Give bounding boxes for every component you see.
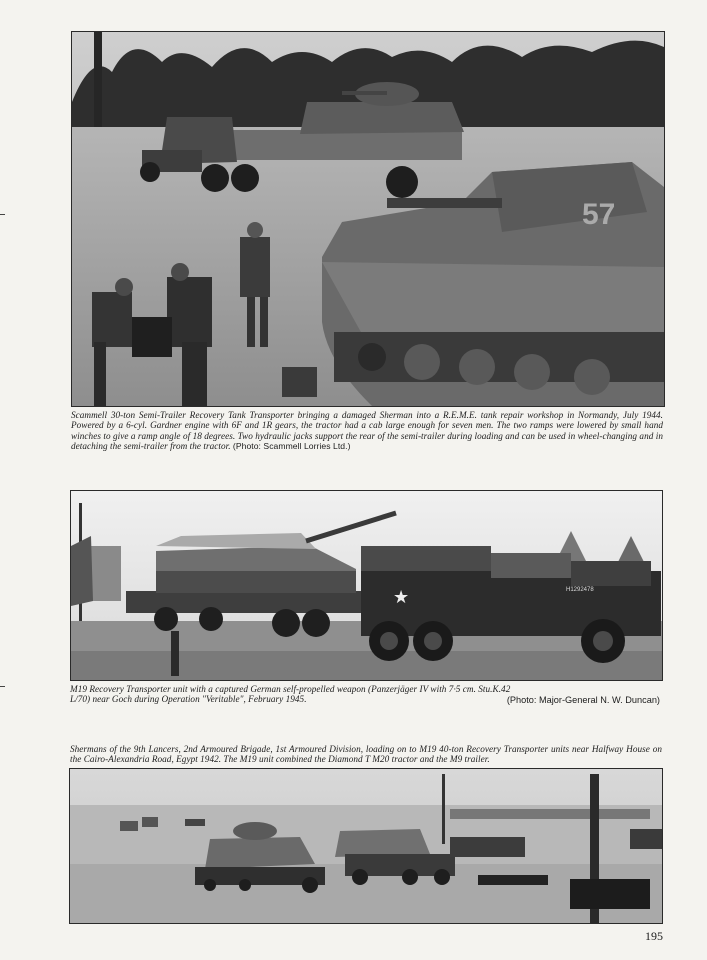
caption-photo-2 [70, 684, 530, 705]
caption-photo-3 [70, 744, 662, 765]
margin-mark [0, 214, 5, 215]
photo-m19-desert-loading [69, 768, 663, 924]
caption-text: Scammell 30-ton Semi-Trailer Recovery Tank Transporter bringing a damaged Sherman into a R.E.M.E. tank repair workshop in Normandy, July 1944. Powered by a 6-cyl. Gardner engine with 6F and 1R gears, the tractor had a cab large enough for seven men. The two ramps were lowered by small hand winches to give a ramp angle of 18 degrees. Two hydraulic jacks support the rear of the semi-trailer during loading and can be used in wheel-changing and in detaching the semi-trailer from the tractor. [71, 410, 663, 452]
tank-number: 57 [582, 198, 616, 231]
photo-m19-transporter-goch [70, 490, 663, 681]
caption-text: Shermans of the 9th Lancers, 2nd Armoured Brigade, 1st Armoured Division, loading on to M19 40-ton Recovery Transporter units near Halfway House on the Cairo-Alexandria Road, Egypt 1942. The M19 unit combined the Diamond T M20 tractor and the M9 trailer. [70, 744, 662, 765]
star-icon: ★ [393, 587, 410, 608]
photo-credit: (Photo: Major-General N. W. Duncan) [506, 695, 660, 705]
caption-photo-1 [71, 410, 663, 452]
page-number: 195 [645, 929, 663, 943]
caption-text: M19 Recovery Transporter unit with a captured German self-propelled weapon (Panzerjäger IV with 7·5 cm. Stu.K.42 L/70) near Goch during Operation "Veritable", February 1945. [70, 684, 511, 705]
vehicle-marking: H1292478 [566, 587, 594, 593]
photo-credit: (Photo: Scammell Lorries Ltd.) [232, 441, 351, 452]
margin-mark [0, 686, 5, 687]
photo-scammell-transporter [71, 31, 665, 407]
